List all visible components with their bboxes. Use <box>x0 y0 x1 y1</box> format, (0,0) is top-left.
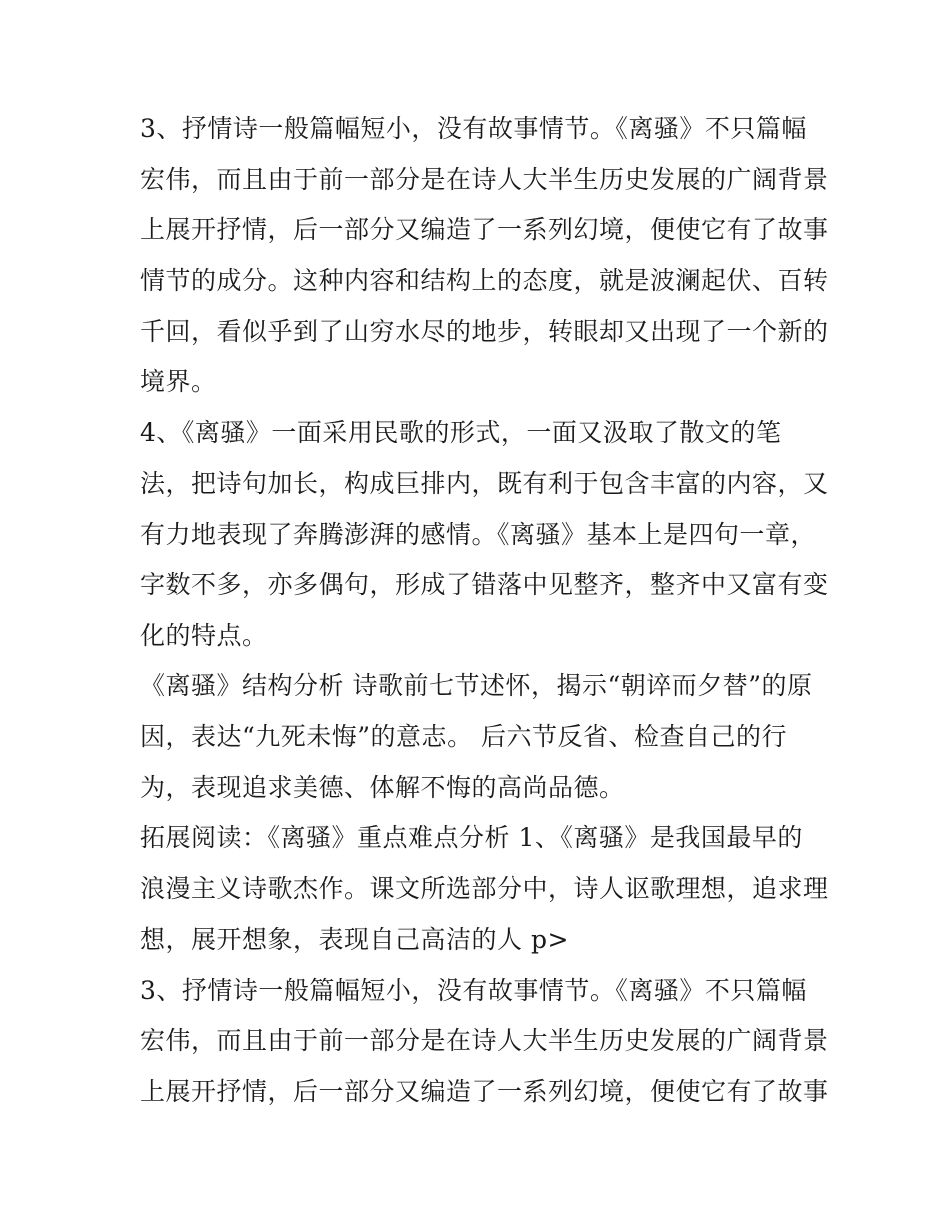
text-line: 化的特点。 <box>140 621 268 650</box>
text-line: 为，表现追求美德、体解不悔的高尚品德。 <box>140 773 625 802</box>
text-line: 《离骚》结构分析 诗歌前七节述怀，揭示“朝谇而夕替”的原 <box>140 671 813 700</box>
text-line: 上展开抒情，后一部分又编造了一系列幻境，便使它有了故事 <box>140 215 829 244</box>
text-line: 3、抒情诗一般篇幅短小，没有故事情节。《离骚》不只篇幅 <box>140 114 807 143</box>
text-line: 浪漫主义诗歌杰作。课文所选部分中，诗人讴歌理想，追求理 <box>140 874 829 903</box>
text-line: 法，把诗句加长，构成巨排内，既有利于包含丰富的内容，又 <box>140 469 829 498</box>
text-line: 4、《离骚》一面采用民歌的形式，一面又汲取了散文的笔 <box>140 418 782 447</box>
text-line: 字数不多，亦多偶句，形成了错落中见整齐，整齐中又富有变 <box>140 570 829 599</box>
text-line: 有力地表现了奔腾澎湃的感情。《离骚》基本上是四句一章， <box>140 520 817 549</box>
text-line: 境界。 <box>140 367 217 396</box>
text-line: 因，表达“九死未悔”的意志。 后六节反省、检查自己的行 <box>140 722 788 751</box>
text-line: 想，展开想象，表现自己高洁的人 p> <box>140 925 569 954</box>
text-line: 上展开抒情，后一部分又编造了一系列幻境，便使它有了故事 <box>140 1077 829 1106</box>
text-line: 宏伟，而且由于前一部分是在诗人大半生历史发展的广阔背景 <box>140 1026 829 1055</box>
text-line: 宏伟，而且由于前一部分是在诗人大半生历史发展的广阔背景 <box>140 165 829 194</box>
text-line: 拓展阅读：《离骚》重点难点分析 1、《离骚》是我国最早的 <box>140 823 803 852</box>
text-line: 情节的成分。这种内容和结构上的态度，就是波澜起伏、百转 <box>140 266 829 295</box>
text-line: 3、抒情诗一般篇幅短小，没有故事情节。《离骚》不只篇幅 <box>140 976 807 1005</box>
text-line: 千回，看似乎到了山穷水尽的地步，转眼却又出现了一个新的 <box>140 317 829 346</box>
